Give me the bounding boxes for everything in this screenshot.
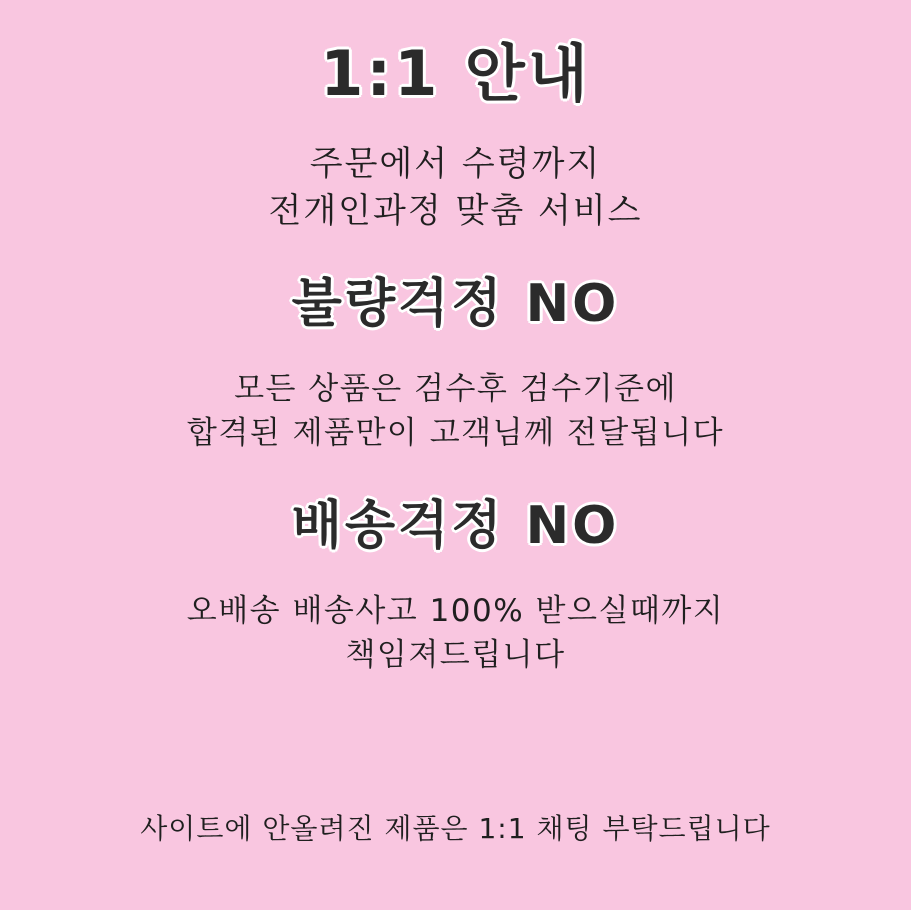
footer-note: 사이트에 안올려진 제품은 1:1 채팅 부탁드립니다 [140, 811, 771, 845]
defect-section [0, 275, 911, 455]
defect-heading: 불량걱정 NO [291, 274, 620, 335]
intro-line-1: 주문에서 수령까지 [309, 144, 602, 185]
defect-line-2: 합격된 제품만이 고객님께 전달됩니다 [186, 414, 725, 451]
intro-block [0, 141, 911, 235]
footer-block [0, 781, 911, 876]
delivery-section [0, 497, 911, 677]
delivery-heading: 배송걱정 NO [291, 495, 620, 556]
title-block [0, 24, 911, 119]
intro-line-2: 전개인과정 맞춤 서비스 [268, 191, 643, 232]
defect-line-1: 모든 상품은 검수후 검수기준에 [234, 370, 677, 407]
page-title: 1:1 안내 [320, 37, 591, 110]
delivery-line-2: 책임져드립니다 [345, 636, 566, 673]
delivery-line-1: 오배송 배송사고 100% 받으실때까지 [186, 592, 725, 629]
